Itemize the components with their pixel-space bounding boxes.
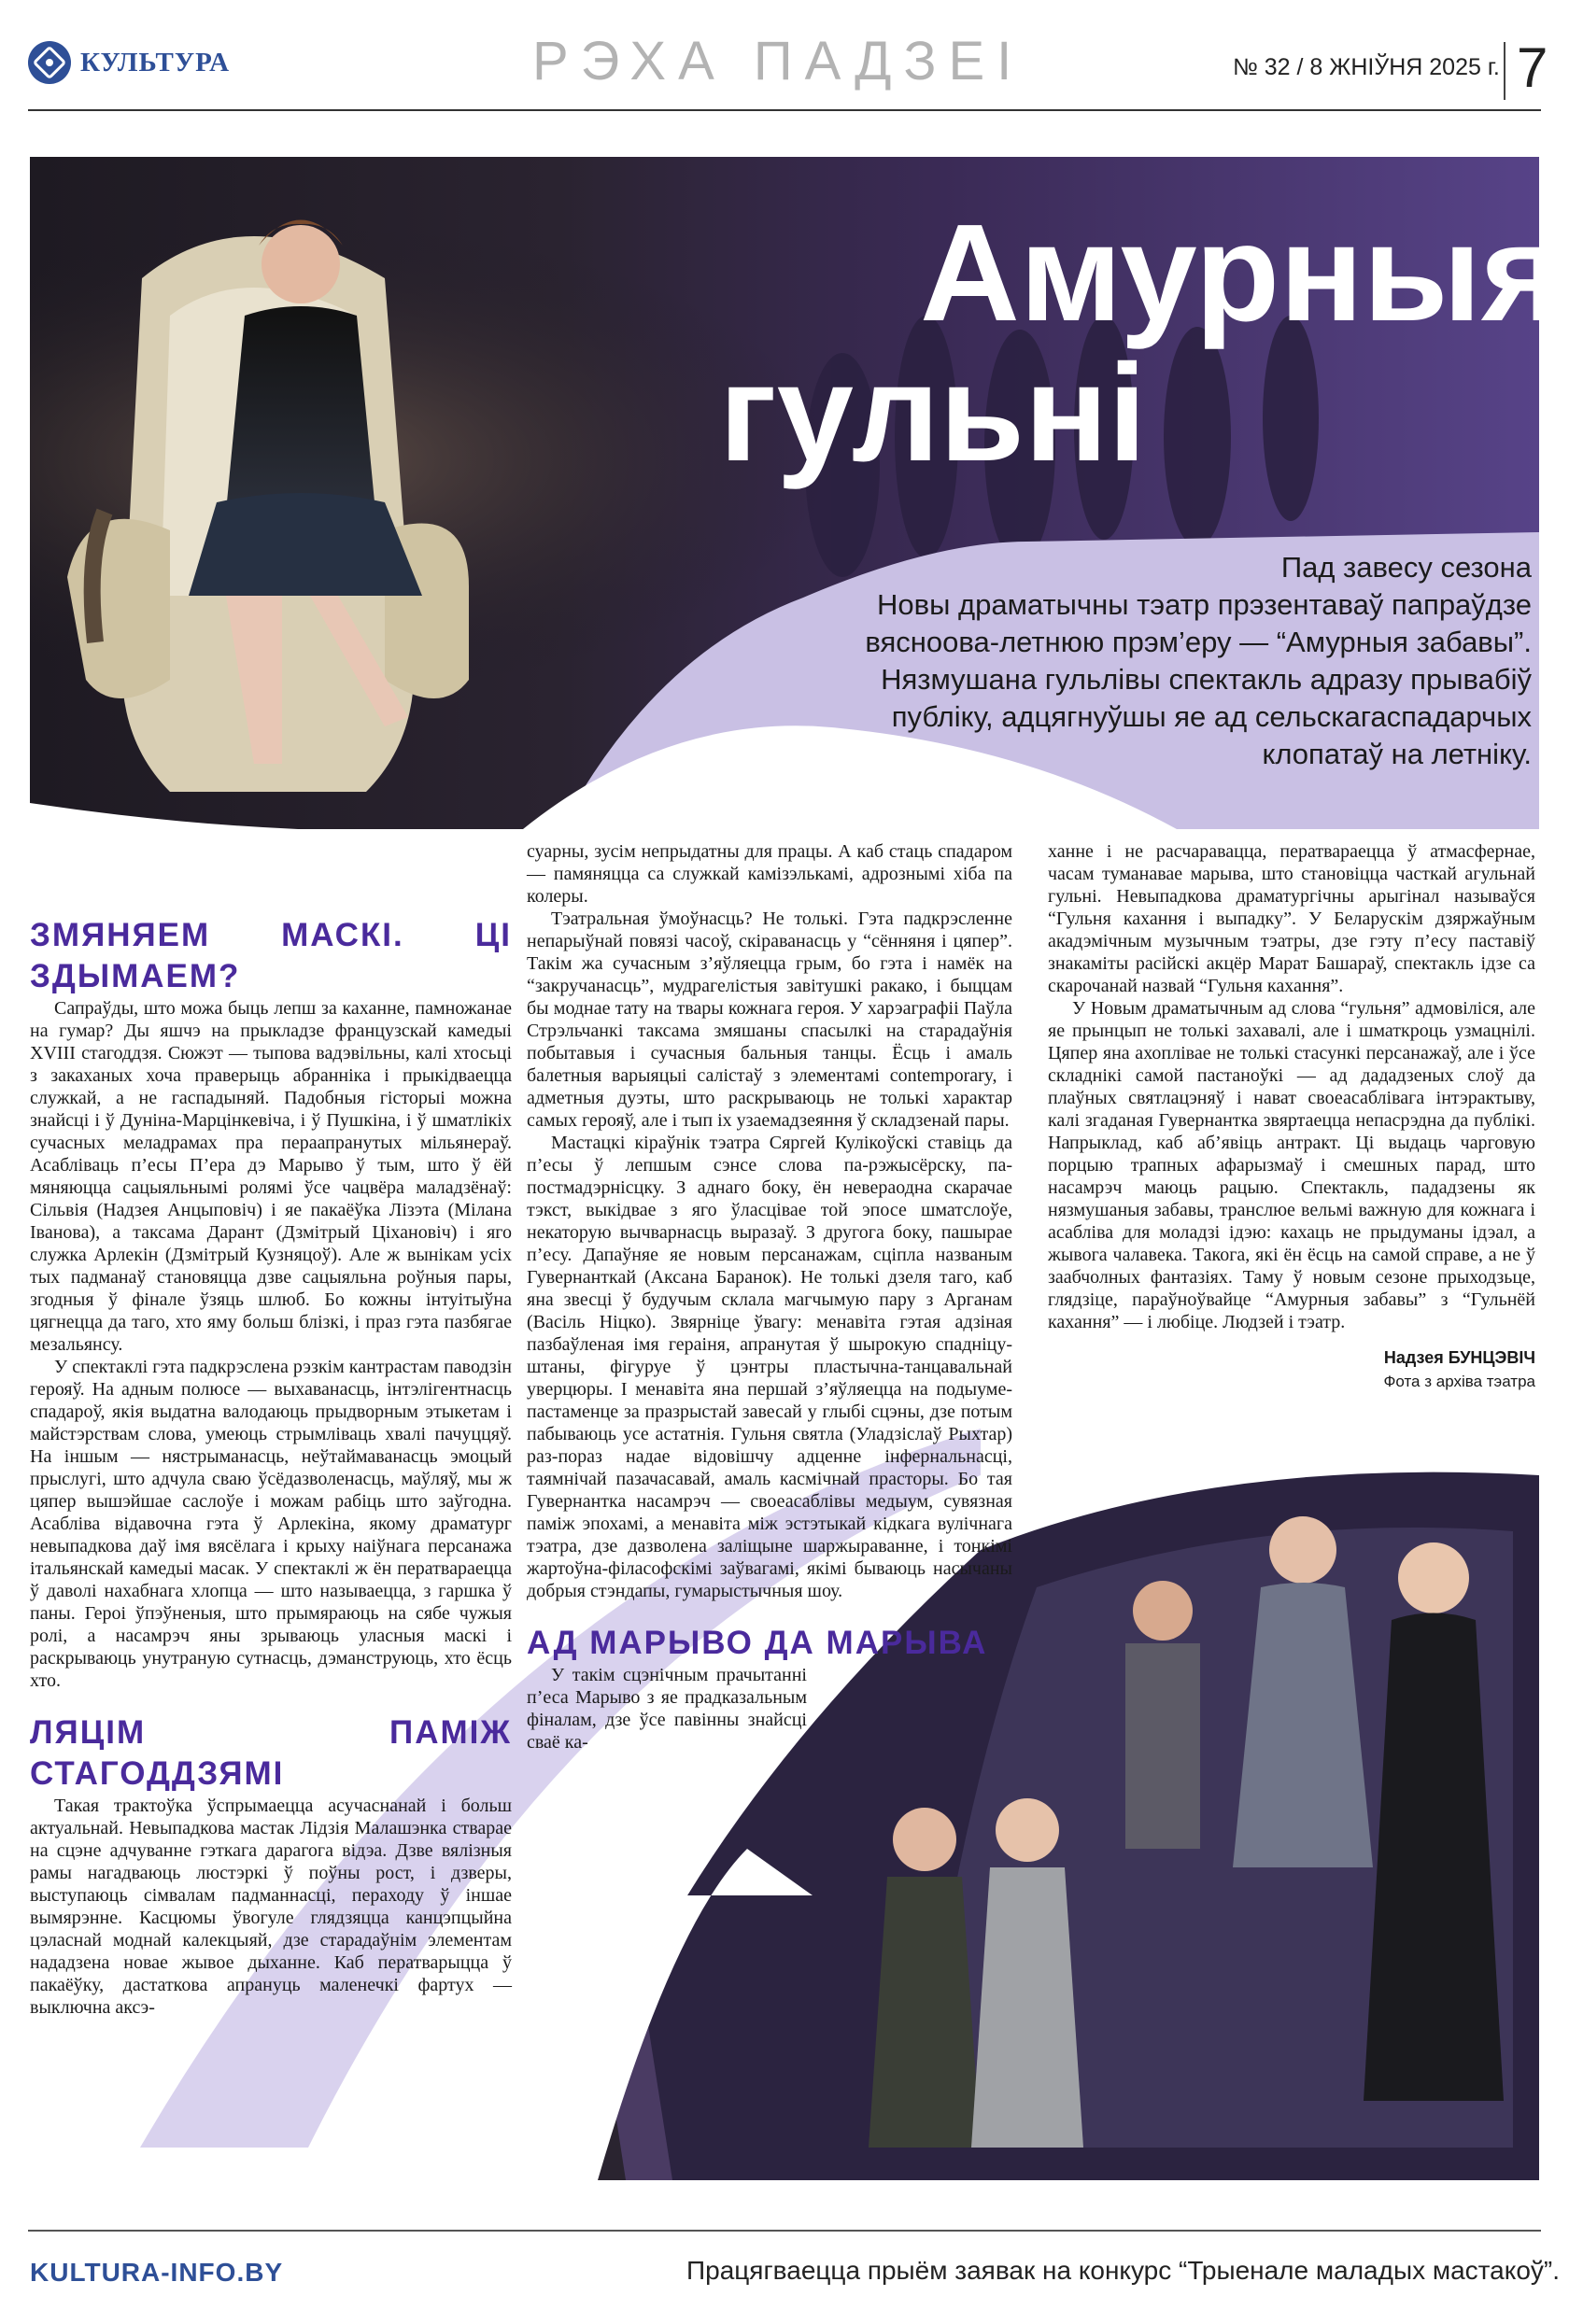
footer-announcement: Працягваецца прыём заявак на конкурс “Трыенале маладых мастакоў”. — [686, 2256, 1560, 2285]
article-lead — [784, 549, 1532, 773]
column-1 — [30, 915, 512, 2019]
paragraph: У такім сцэнічным прачытанні п’еса Марыво з яе прадказальным фіналам, дзе ўсе павінны знайсці сваё ка- — [527, 1665, 807, 1753]
section-rubric: РЭХА ПАДЗЕІ — [532, 31, 1025, 92]
lead-heading: Пад завесу сезона — [1280, 551, 1532, 584]
issue-info: № 32 / 8 ЖНІЎНЯ 2025 г. — [1233, 54, 1500, 80]
paragraph: суарны, зусім непрыдатны для працы. А каб стаць спадаром — памяняцца са служкай камізэлькамі, адрознымі хіба па колеры. — [527, 841, 1012, 907]
title-line-2: гульні — [719, 336, 1147, 490]
photo-credit: Фота з архіва тэатра — [1383, 1373, 1535, 1390]
subheading-3: АД МАРЫВО ДА МАРЫВА — [527, 1625, 988, 1661]
column-2 — [527, 840, 1012, 1754]
footer-site-link[interactable]: KULTURA-INFO.BY — [30, 2258, 284, 2287]
paragraph: Тэатральная ўмоўнасць? Не толькі. Гэта падкрэсленне непарыўнай повязі часоў, скіраванасць у “сённяня і цяпер”. Такім жа сучасным з’яўляецца грым, бо гэта і намёк на “закручанасць”, мудрагелістыя завітушкі ракако, і быццам бы моднае тату на твары кожнага героя. У харэаграфіі Паўла Стрэльчанкі таксама змяшаны спасылкі на старадаўнія побытавыя і сучасныя бальныя танцы. Ёсць і амаль балетныя варыяцыі салістаў з элементамі contemporary, і адметныя дуэты, што раскрываюць не толькі характар самых герояў, але і тып іх узаемадзеяння ў складзенай пары. — [527, 908, 1012, 1131]
logo-text: КУЛЬТУРА — [80, 47, 231, 77]
author-byline: Надзея БУНЦЭВІЧ — [1383, 1348, 1535, 1367]
paragraph: ханне і не расчаравацца, ператвараецца ў атмасфернае, часам туманавае марыва, што становіцца часткай агульнай гульні. Невыпадкова драматургічны арыгінал называўся “Гульня кахання і выпадку”. У Беларускім дзяржаўным акадэмічным музычным тэатры, дзе гэту п’есу паставіў знакаміты расійскі акцёр Марат Башараў, спектакль ідзе са скарочанай назвай “Гульня кахання”. — [1048, 841, 1535, 996]
footer-rule — [28, 2230, 1541, 2232]
article-title — [719, 196, 1562, 490]
paragraph: Такая трактоўка ўспрымаецца асучаснанай і больш актуальнай. Невыпадкова мастак Лідзія Малашэнка стварае на сцэне адчуванне гэткага дарагога відэа. Дзве вялізныя рамы нагадваюць люстэркі ў поўны рост, і дзверы, выступаюць сімвалам падманнасці, пераходу ў іншае вымярэнне. Касцюмы ўвогуле глядзяцца канцэпцыйна цэласнай моднай калекцыяй, дзе старадаўнім элементам нададзена новае жывое дыханне. Каб ператварыцца ў пакаёўку, дастаткова апрануць маленечкі фартух — выключна аксэ- — [30, 1796, 512, 2018]
subheading-2: ЛЯЦІМ ПАМІЖ СТАГОДДЗЯМІ — [30, 1714, 512, 1792]
title-line-1: Амурныя — [920, 196, 1562, 350]
page-number: 7 — [1517, 36, 1548, 99]
column-3 — [1048, 840, 1535, 1393]
paragraph: Мастацкі кіраўнік тэатра Сяргей Кулікоўскі ставіць да п’есы ў лепшым сэнсе слова па-рэжысёрску, па-постмадэрнісцку. З аднаго боку, ён невераодна скарачае тэкст, выкідвае з яго ўласцівае той эпосе шматслоўе, некаторую вычварнасць выразаў. З другога боку, пашырае п’есу. Дапаўняе яе новым персанажам, сціпла названым Гувернанткай (Аксана Баранок). Не толькі дзеля таго, каб яна звесці ў будучым склала магчымую пару з Арганам (Васіль Ніцко). Звярніце ўвагу: менавіта гэтая адзіная пазбаўленая імя гераіня, апранутая ў шырокую спадніцу-штаны, фігуруе ў цэнтры пластычна-танцавальнай уверцюры. І менавіта яна першай з’яўляецца на подыуме-пастаменце за празрыстай завесай у глыбі сцэны, дзе потым пабываюць усе астатнія. Гульня святла (Уладзіслаў Рыхтар) раз-пораз надае відовішчу адценне інфернальнасці, таямнічай пазачасавай, амаль касмічнай прасторы. Бо тая Гувернантка насамрэч — своеасаблівы медыум, сувязная паміж эпохамі, а менавіта між эстэтыкай кідкага вулічнага тэатра, дзе дазволена заліщыне шаржыраванне, і тонкімі жартоўна-філасофскімі заўвагамі, якімі бываюць насычаны добрыя стэндапы, гумарыстычныя шоу. — [527, 1133, 1012, 1601]
subheading-1: ЗМЯНЯЕМ МАСКІ. ЦІ ЗДЫМАЕМ? — [30, 917, 512, 994]
lead-text: Новы драматычны тэатр прэзентаваў папраўдзе вясноова-летнюю прэм’еру — “Амурныя забавы”. Нязмушана гульлівы спектакль адразу прывабіў публіку, адцягнуўшы яе ад сельскагаспадарчых клопатаў на летніку. — [865, 588, 1532, 770]
paragraph: Сапраўды, што можа быць лепш за каханне, памножанае на гумар? Ды яшчэ на прыкладзе французскай камедыі XVIII стагоддзя. Сюжэт — тыпова вадэвільны, калі хтосьці з закаханых хоча праверыць абранніка і прыкідваецца служкай, а не гаспадыняй. Падобныя гісторыі можна знайсці і ў Дуніна-Марцінкевіча, і ў Пушкіна, і ў шматлікіх сучасных меладрамах пра пераапранутых мільянераў. Асабліваць п’есы П’ера дэ Марыво ў тым, што ў ёй мяняюцца сацыяльнымі ролямі ўсе чацвёра маладзёнаў: Сільвія (Надзея Анцыповіч) і яе пакаёўка Лізэта (Мілана Іванова), а таксама Дарант (Дзмітрый Цiхановіч) і яго служка Арлекін (Дзмітрый Кузняцоў). Але ж вынікам усіх тых падманаў становяцца дзве сацыяльна роўныя пары, згодныя ў фінале ўзяць шлюб. Бо кожны інтуітыўна цягнецца да таго, хто яму больш блізкі, і праз гэта пазбягае мезальянсу. — [30, 998, 512, 1355]
paragraph: У спектаклі гэта падкрэслена рэзкім кантрастам паводзін герояў. На адным полюсе — выхаванасць, інтэлігентнасць спадароў, якія выдатна валодаюць прыдворным этыкетам і майстэрствам слова, умеюць стрымліваць хвалі пачуццяў. На іншым — нястрыманасць, неўтаймаванасць эмоцый прыслугі, што адчула сваю ўсёдазволенасць, маўляў, мы ж цяпер вышэйшае саслоўе і можам рабіць што заўгодна. Асабліва відавочна гэта ў Арлекіна, якому драматург невыпадкова даў імя вясёлага і крыху наіўнага персанажа італьянскай камедыі масак. У спектаклі ж ён ператвараецца ў даволі нахабнага хлопца — што называецца, з гаршка ў паны. Героі ўпэўненыя, што прымяраюць на сябе чужыя ролі, а насамрэч яны зрываюць уласныя маскі і раскрываюць унутраную сутнасць, дэманструюць, хто ёсць хто. — [30, 1357, 512, 1691]
paragraph: У Новым драматычным ад слова “гульня” адмовіліся, але яе прынцып не толькі захавалі, але і шматкроць узмацнілі. Цяпер яна ахоплівае не толькі стасункі персанажаў, але і ўсе складнікі самой пастаноўкі — ад дададзеных слоў да плаўных святлацэняў і нават своеасаблівага інтэрактыву, калі згаданая Гувернантка звяртаецца непасрэдна да публікі. Напрыклад, каб аб’явіць антракт. Ці выдаць чарговую порцыю трапных афарызмаў і смешных парад, што насамрэч маюць рацыю. Спектакль, пададзены як нязмушаныя забавы, транслюе вельмі важную для кожнага і асабліва для моладзі ідэю: кахаць не прыдуманы ідэал, а жывога чалавека. Такога, які ён ёсць на самой справе, а не ў заабчолных фантазіях. Таму ў новым сезоне прыходзьце, глядзіце, параўноўвайце “Амурныя забавы” з “Гульнёй кахання” — і любіце. Людзей і тэатр. — [1048, 998, 1535, 1332]
